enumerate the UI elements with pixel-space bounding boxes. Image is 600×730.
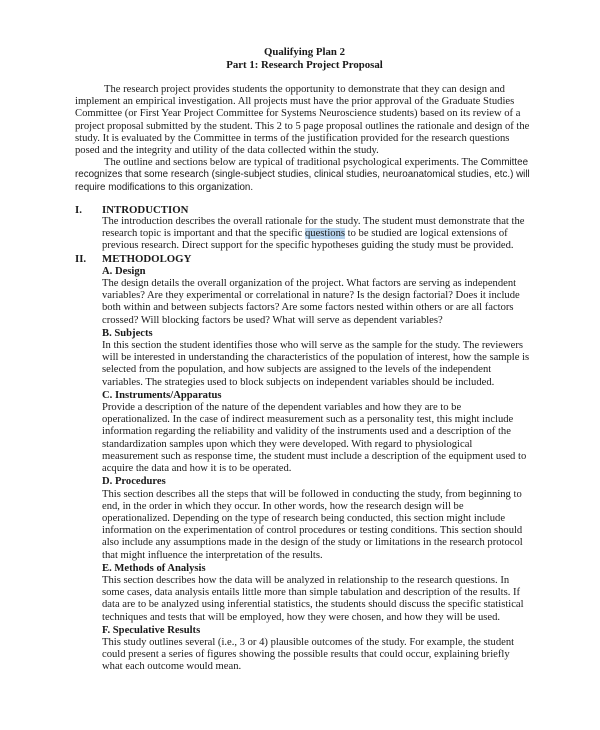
intro-paragraph-2-sans: Committee recognizes that some research (single-subject studies, clinical studies, neuroanatomical studies, etc.) will require modifications to this organization. <box>75 157 530 193</box>
subsection-heading-design: A. Design <box>102 265 146 277</box>
title-line-2: Part 1: Research Project Proposal <box>226 59 383 71</box>
subsection-heading-procedures: D. Procedures <box>102 476 166 488</box>
section-heading <box>75 204 530 216</box>
subsection-heading-subjects: B. Subjects <box>102 327 153 339</box>
section-title: INTRODUCTION <box>102 203 189 216</box>
introduction-text-b: to be studied are logical extensions of previous research. Direct support for the specific hypotheses guiding the study must be provided. <box>102 228 514 252</box>
intro-paragraph-1: The research project provides students the opportunity to demonstrate that they can design and implement an empirical investigation. All projects must have the prior approval of the Graduate Studies Committee (or First Year Project Committee for Systems Neuroscience students) based on its review of a project proposal submitted by the student. This 2 to 5 page proposal outlines the rationale and design of the study. It is evaluated by the Committee in terms of the justification provided for the research questions posed and the integrity and utility of the data collected within the study. <box>75 84 530 157</box>
document-title <box>79 46 530 72</box>
subsection-text-subjects: In this section the student identifies those who will serve as the sample for the study. The reviewers will be interested in understanding the characteristics of the population of interest, how the sample is selected from the population, and how subjects are assigned to the levels of the independent variables. The strategies used to block subjects on independent variables should be included. <box>102 340 530 388</box>
section-methodology <box>75 253 530 674</box>
introduction-text-a: The introduction describes the overall rationale for the study. The student must demonstrate that the research topic is important and that the specific <box>102 216 525 240</box>
section-title: METHODOLOGY <box>102 252 192 265</box>
intro-block <box>75 84 530 194</box>
subsection-heading-results: F. Speculative Results <box>102 624 201 636</box>
section-introduction <box>75 204 530 253</box>
subsection-text-procedures: This section describes all the steps that will be followed in conducting the study, from beginning to end, in the order in which they occur. In other words, how the research design will be operationalized. Depending on the type of research being conducted, this section might include information on the experimentation of control procedures or testing conditions. This section should also include any assumptions made in the design of the study or limitations in the research protocol that might influence the interpretation of the results. <box>102 488 523 561</box>
subsection-text-instruments: Provide a description of the nature of the dependent variables and how they are to be operationalized. In the case of indirect measurement such as a personality test, this might include information regarding the reliability and validity of the instruments used and a description of the standardization samples upon which they were developed. With regard to physiological measurement such as response time, the student must include a description of the equipment used to acquire the data and how it is to be operated. <box>102 402 527 475</box>
section-number: I. <box>75 203 82 216</box>
subsection-text-analysis: This section describes how the data will be analyzed in relationship to the research questions. In some cases, data analysis entails little more than simple tabulation and description of the results. If data are to be analyzed using inferential statistics, the students should discuss the specific statistical techniques and tests that will be employed, how they were chosen, and how they will be used. <box>102 574 524 623</box>
subsection-text-design: The design details the overall organization of the project. What factors are serving as independent variables? Are they experimental or correlational in nature? Is the design factorial? Does it include both within and between subjects factors? Are some factors nested within others or are all factors crossed? Will blocking factors be used? What will serve as dependent variables? <box>102 278 520 326</box>
subsection-text-results: This study outlines several (i.e., 3 or 4) plausible outcomes of the study. For example, the student could present a series of figures showing the possible results that could occur, explaining briefly what each outcome would mean. <box>102 636 515 673</box>
section-number: II. <box>75 252 87 265</box>
section-body <box>102 216 530 253</box>
intro-paragraph-2-serif: The outline and sections below are typical of traditional psychological experiments. The <box>104 157 481 169</box>
section-body <box>102 266 530 674</box>
introduction-text <box>102 216 530 253</box>
subsection-heading-analysis: E. Methods of Analysis <box>102 562 206 574</box>
intro-paragraph-2 <box>75 157 530 194</box>
section-heading <box>75 253 530 265</box>
title-line-1: Qualifying Plan 2 <box>264 46 345 58</box>
highlighted-word: questions <box>304 228 346 240</box>
subsection-heading-instruments: C. Instruments/Apparatus <box>102 389 222 401</box>
